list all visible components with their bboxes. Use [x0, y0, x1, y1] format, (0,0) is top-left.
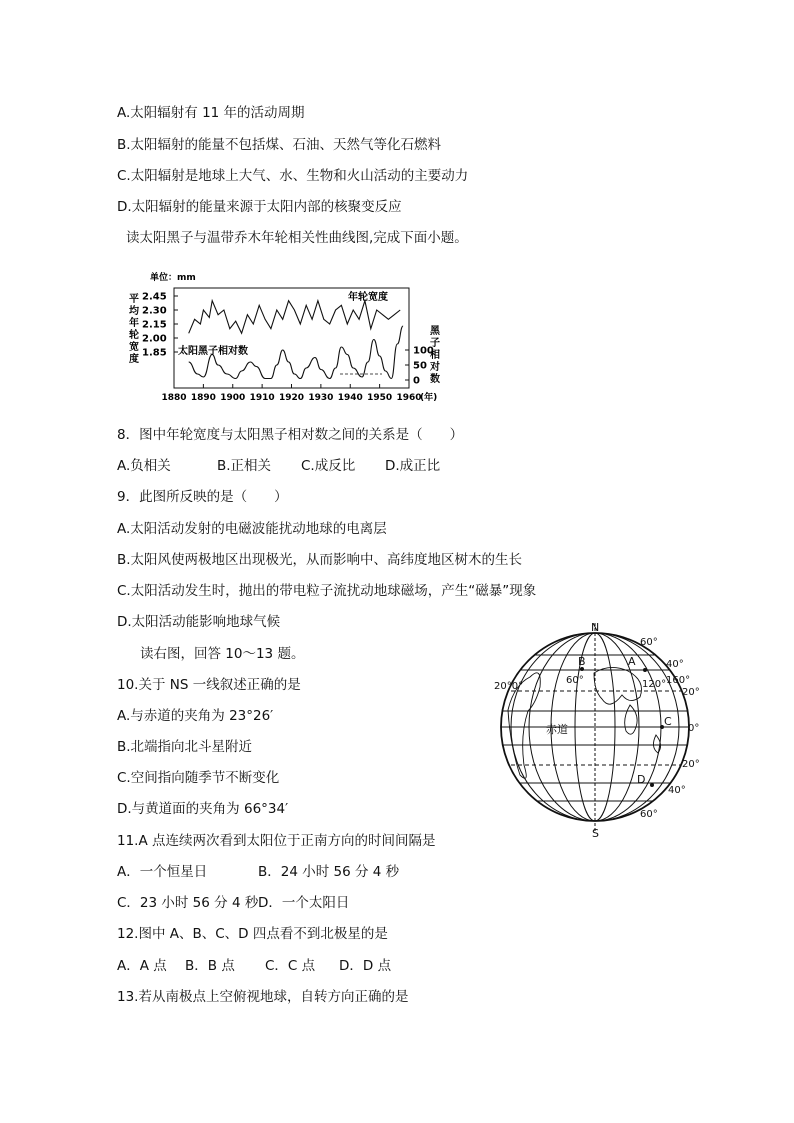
q13-stem: 13.若从南极点上空俯视地球，自转方向正确的是	[117, 989, 409, 1005]
q10-option-c: C.空间指向随季节不断变化	[117, 770, 280, 786]
left-tick-label: 2.45	[142, 291, 167, 303]
x-tick-label: 1940	[337, 393, 363, 403]
left-tick-label: 2.15	[142, 319, 167, 331]
q9-option-a: A.太阳活动发射的电磁波能扰动地球的电离层	[117, 521, 387, 537]
lat-60s: 60°	[640, 809, 658, 820]
lon-120e: 120°	[642, 679, 667, 690]
right-axis-label-char: 对	[430, 362, 440, 373]
lat-40n: 40°	[666, 659, 684, 670]
series-label-ring: 年轮宽度	[348, 292, 388, 303]
right-axis-label-char: 相	[430, 350, 440, 361]
left-axis-label-char: 宽	[129, 342, 139, 353]
q11-option-d: D．一个太阳日	[258, 895, 350, 911]
left-axis-label	[129, 292, 139, 365]
q7-option-b: B.太阳辐射的能量不包括煤、石油、天然气等化石燃料	[117, 137, 442, 153]
sunspot-tree-ring-chart	[120, 262, 450, 410]
x-tick-label: 1920	[278, 393, 305, 403]
q12-option-c: C．C 点	[265, 958, 316, 974]
q7-option-d: D.太阳辐射的能量来源于太阳内部的核聚变反应	[117, 199, 402, 215]
globe-diagram	[490, 615, 715, 840]
point-c-label: C	[664, 715, 672, 728]
q10-option-a: A.与赤道的夹角为 23°26′	[117, 708, 274, 724]
right-axis-label-char: 黑	[430, 326, 440, 337]
point-a-label: A	[628, 655, 636, 668]
right-axis-label-char: 子	[430, 338, 440, 349]
point-b-label: B	[578, 655, 586, 668]
q12-stem: 12.图中 A、B、C、D 四点看不到北极星的是	[117, 926, 388, 942]
q11-option-c: C．23 小时 56 分 4 秒	[117, 895, 259, 911]
q11-options-row2	[117, 894, 349, 912]
x-tick-label: 1950	[367, 393, 393, 403]
q12-option-a: A．A 点	[117, 958, 167, 974]
q8-option-a: A.负相关	[117, 458, 171, 474]
lon-20w-0: 20°0°	[494, 681, 524, 692]
q11-option-b: B．24 小时 56 分 4 秒	[258, 864, 400, 880]
north-label: N	[591, 621, 600, 634]
q8-options	[117, 457, 440, 475]
lon-160e: 160°	[666, 675, 691, 686]
q12-options	[117, 957, 391, 975]
x-tick-label: 1900	[220, 393, 246, 403]
x-tick-label: 1930	[308, 393, 334, 403]
q9-option-c: C.太阳活动发生时，抛出的带电粒子流扰动地球磁场，产生“磁暴”现象	[117, 583, 537, 599]
tree-ring-width-line	[189, 301, 401, 334]
series-label-sunspot: 太阳黑子相对数	[178, 346, 248, 357]
q12-option-d: D．D 点	[339, 958, 392, 974]
globe-intro: 读右图，回答 10～13 题。	[140, 646, 305, 662]
left-tick-label: 2.30	[142, 305, 167, 317]
chart-intro: 读太阳黑子与温带乔木年轮相关性曲线图,完成下面小题。	[126, 230, 468, 246]
q9-option-b: B.太阳风使两极地区出现极光，从而影响中、高纬度地区树木的生长	[117, 552, 523, 568]
unit-label: 单位：mm	[150, 273, 196, 283]
lat-60n: 60°	[640, 637, 658, 648]
left-axis-label-char: 轮	[129, 330, 139, 341]
right-tick-label: 0	[413, 375, 420, 387]
x-tick-label: 1880	[161, 393, 187, 403]
x-tick-label: 1890	[190, 393, 216, 403]
q7-option-a: A.太阳辐射有 11 年的活动周期	[117, 105, 305, 121]
q8-stem: 8．图中年轮宽度与太阳黑子相对数之间的关系是（ ）	[117, 427, 464, 443]
q8-option-b: B.正相关	[217, 458, 272, 474]
lat-20n: 20°	[682, 687, 700, 698]
q9-option-d: D.太阳活动能影响地球气候	[117, 614, 281, 630]
left-axis-label-char: 平	[129, 294, 139, 305]
q11-option-a: A．一个恒星日	[117, 864, 208, 880]
lat-0: 0°	[688, 723, 700, 734]
q8-option-c: C.成反比	[301, 458, 356, 474]
q8-option-d: D.成正比	[385, 458, 441, 474]
q10-stem: 10.关于 NS 一线叙述正确的是	[117, 677, 301, 693]
q12-option-b: B．B 点	[185, 958, 235, 974]
x-tick-label: 1910	[249, 393, 275, 403]
right-tick-label: 100	[413, 345, 434, 357]
left-axis-label-char: 年	[129, 318, 139, 329]
lat-20s: 20°	[682, 759, 700, 770]
lat-40s: 40°	[668, 785, 686, 796]
left-axis-label-char: 均	[129, 306, 139, 317]
x-tick-label: 1960	[396, 393, 422, 403]
lon-60e: 60°	[566, 675, 584, 686]
q11-stem: 11.A 点连续两次看到太阳位于正南方向的时间间隔是	[117, 833, 436, 849]
equator-label: 赤道	[546, 723, 568, 736]
left-tick-label: 2.00	[142, 333, 167, 345]
q7-option-c: C.太阳辐射是地球上大气、水、生物和火山活动的主要动力	[117, 168, 469, 184]
right-tick-label: 50	[413, 360, 427, 372]
x-unit-label: (年)	[420, 393, 438, 403]
point-d-label: D	[637, 773, 646, 786]
q10-option-d: D.与黄道面的夹角为 66°34′	[117, 801, 289, 817]
plot-frame	[174, 288, 409, 388]
q10-option-b: B.北端指向北斗星附近	[117, 739, 253, 755]
right-axis-label-char: 数	[430, 374, 440, 385]
south-label: S	[592, 827, 599, 840]
q9-stem: 9．此图所反映的是（ ）	[117, 489, 288, 505]
q11-options-row1	[117, 863, 399, 881]
left-axis-label-char: 度	[129, 354, 139, 365]
left-tick-label: 1.85	[142, 347, 167, 359]
